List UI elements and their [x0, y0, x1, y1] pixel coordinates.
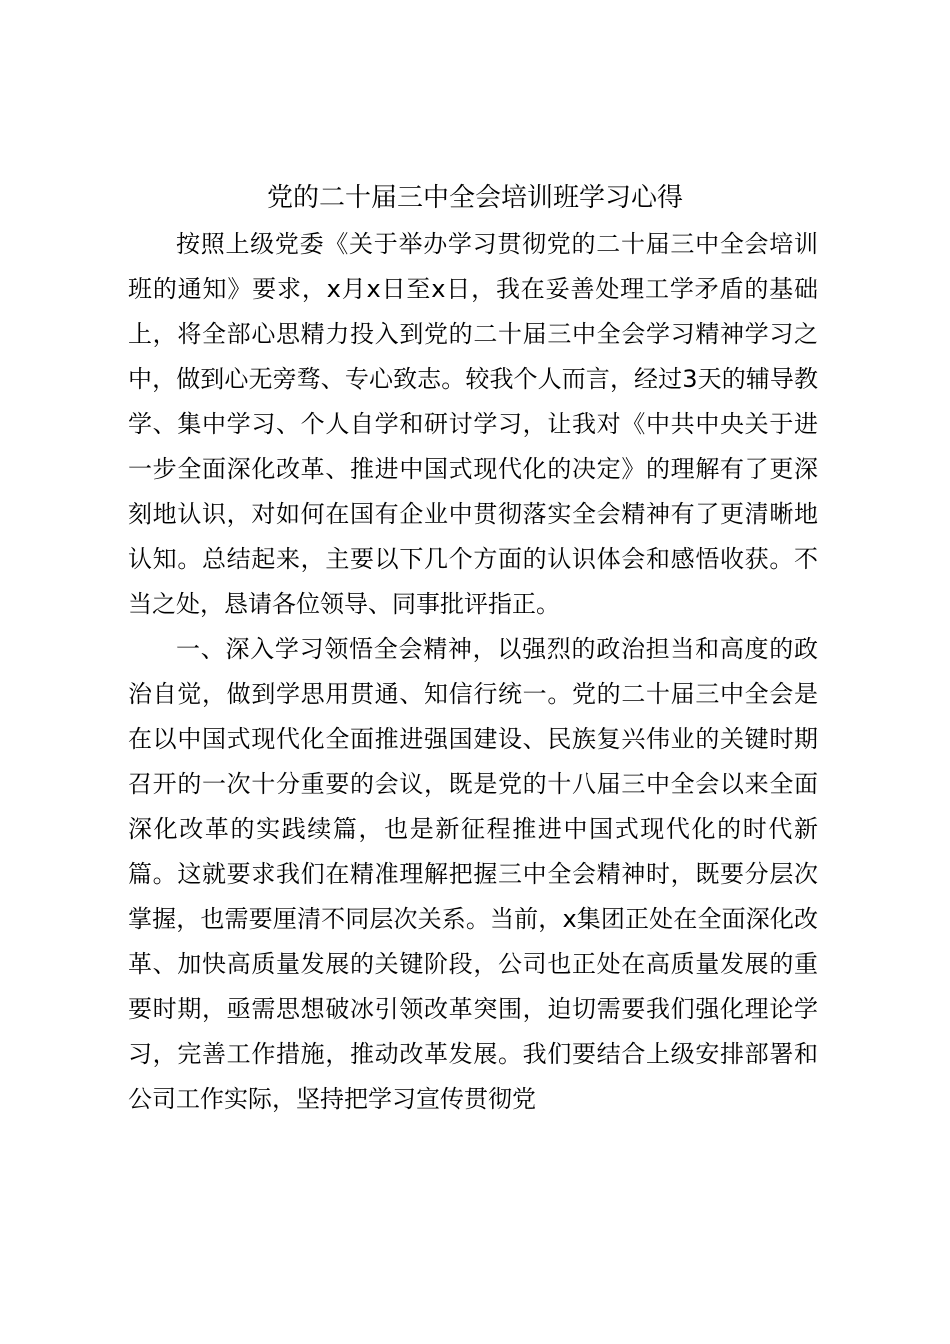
document-title: 党的二十届三中全会培训班学习心得: [266, 183, 683, 213]
paragraph-section-one: 一、深入学习领悟全会精神，以强烈的政治担当和高度的政治自觉，做到学思用贯通、知信行统一。党的二十届三中全会是在以中国式现代化全面推进强国建设、民族复兴伟业的关键时期召开的一次十分重要的会议，既是党的十八届三中全会以来全面深化改革的实践续篇，也是新征程推进中国式现代化的时代新篇。这就要求我们在精准理解把握三中全会精神时，既要分层次掌握，也需要厘清不同层次关系。当前，x集团正处在全面深化改革、加快高质量发展的关键阶段，公司也正处在高质量发展的重要时期，亟需思想破冰引领改革突围，迫切需要我们强化理论学习，完善工作措施，推动改革发展。我们要结合上级安排部署和公司工作实际，坚持把学习宣传贯彻党: [128, 635, 818, 1113]
document-body: [128, 222, 818, 1122]
paragraph-intro: 按照上级党委《关于举办学习贯彻党的二十届三中全会培训班的通知》要求，x月x日至x日，我在妥善处理工学矛盾的基础上，将全部心思精力投入到党的二十届三中全会学习精神学习之中，做到心无旁骛、专心致志。较我个人而言，经过3天的辅导教学、集中学习、个人自学和研讨学习，让我对《中共中央关于进一步全面深化改革、推进中国式现代化的决定》的理解有了更深刻地认识，对如何在国有企业中贯彻落实全会精神有了更清晰地认知。总结起来，主要以下几个方面的认识体会和感悟收获。不当之处，恳请各位领导、同事批评指正。: [128, 230, 818, 618]
